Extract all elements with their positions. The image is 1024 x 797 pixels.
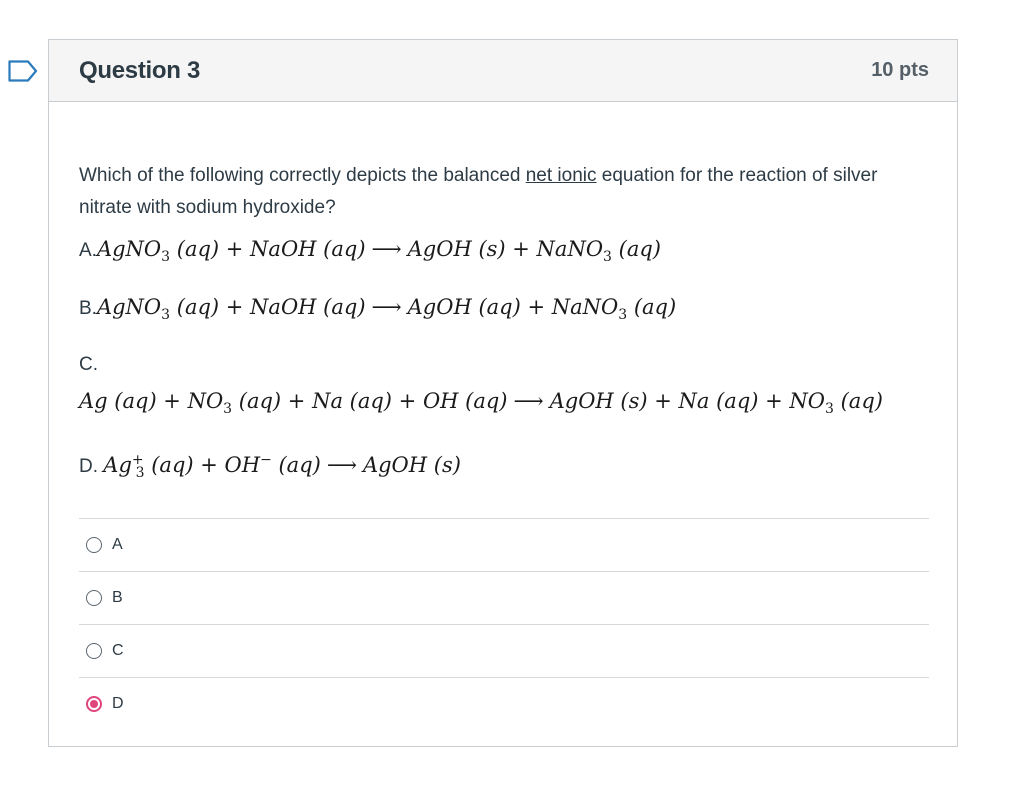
option-c-equation: Ag $(aq) + NO_3$ (aq) + Na (aq) + OH (aq) ⟶ AgOH (s) + Na $(aq) + NO_3$ (aq) <box>79 389 883 418</box>
option-c <box>79 386 929 424</box>
option-c-label-line <box>79 350 929 380</box>
flag-question-icon[interactable] <box>8 60 38 82</box>
answer-option-a[interactable] <box>79 519 929 572</box>
option-b-equation: AgNO$_3$ (aq) + NaOH (aq) ⟶ AgOH (aq) + NaNO$_3$ (aq) <box>96 295 677 324</box>
answer-option-b[interactable] <box>79 572 929 625</box>
question-points: 10 pts <box>871 59 929 81</box>
prompt-underlined-text: net ionic <box>525 165 597 186</box>
radio-b[interactable] <box>86 590 102 606</box>
question-prompt <box>79 160 929 224</box>
option-b <box>79 292 929 330</box>
radio-a[interactable] <box>86 537 102 553</box>
answer-label-c: C <box>112 641 124 659</box>
answer-option-d[interactable] <box>79 678 929 731</box>
question-header <box>49 40 957 102</box>
answer-list <box>79 518 929 731</box>
option-d <box>79 445 929 488</box>
question-body <box>49 102 957 731</box>
answer-label-a: A <box>112 535 123 553</box>
radio-c[interactable] <box>86 643 102 659</box>
question-card <box>48 39 958 747</box>
answer-label-d: D <box>112 695 124 713</box>
option-a-label: A. <box>79 240 97 261</box>
question-title: Question 3 <box>79 56 201 84</box>
option-d-equation: $Ag^+_3$ (aq) + OH− (aq) ⟶ AgOH (s) <box>103 451 461 481</box>
answer-label-b: B <box>112 588 123 606</box>
radio-d[interactable] <box>86 696 102 712</box>
option-b-label: B. <box>79 298 97 320</box>
answer-option-c[interactable] <box>79 625 929 678</box>
option-d-label: D. <box>79 455 98 477</box>
option-c-label: C. <box>79 354 98 376</box>
option-a <box>79 234 929 272</box>
prompt-text-end: equation for the reaction of silver nitrate with sodium hydroxide? <box>79 165 878 218</box>
prompt-text: Which of the following correctly depicts the balanced <box>79 165 526 186</box>
option-a-equation: AgNO$_3$ (aq) + NaOH (aq) ⟶ AgOH (s) + NaNO$_3$ (aq) <box>96 237 662 266</box>
